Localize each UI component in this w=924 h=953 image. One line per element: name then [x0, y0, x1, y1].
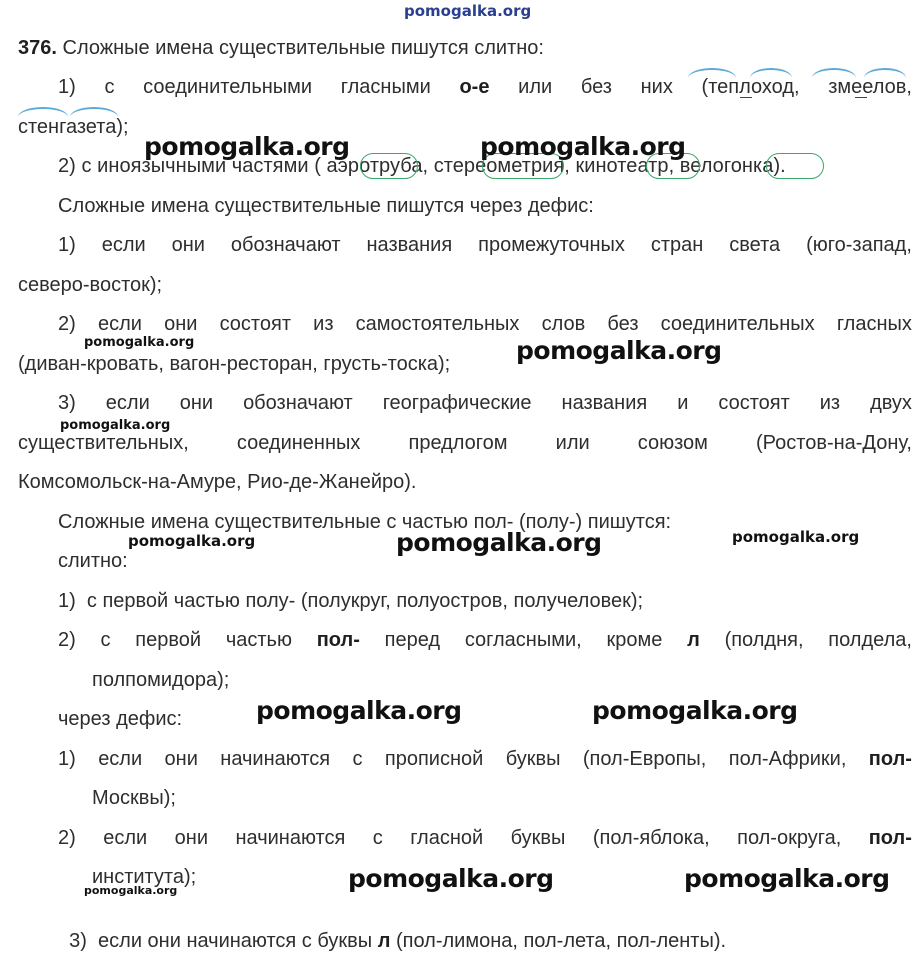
word: состоят [219, 313, 291, 335]
root-arc-mark [864, 68, 906, 78]
word: если [97, 313, 142, 335]
word: (юго-запад, [806, 234, 912, 256]
word: слов [541, 313, 586, 335]
word: географические [382, 392, 532, 414]
word: или [555, 432, 590, 454]
word: соединенных [236, 432, 361, 454]
word: 2) [58, 313, 76, 335]
rule-1-cont: стенгазета); [18, 116, 129, 138]
word: гласных [836, 313, 912, 335]
watermark: pomogalka.org [732, 528, 860, 546]
pol-hyphen-1-cont: Москвы); [92, 787, 176, 809]
word: 2) [58, 629, 76, 651]
word: соединительных [660, 313, 815, 335]
watermark: pomogalka.org [128, 532, 256, 550]
word: без [607, 313, 639, 335]
pol-solid-2 [58, 628, 912, 652]
word: пол- [868, 748, 912, 770]
pol-hyphen-3-text-c: (пол-лимона, пол-лета, пол-ленты). [390, 930, 727, 952]
word: соединительными [143, 76, 313, 98]
word: предлогом [408, 432, 508, 454]
hyphen-rule-2 [58, 312, 912, 336]
hyphen-rule-2-cont: (диван-кровать, вагон-ресторан, грусть-тоска); [18, 353, 451, 375]
word: состоят [718, 392, 790, 414]
hyphen-rule-1-cont: северо-восток); [18, 274, 163, 296]
word: пол- [316, 629, 360, 651]
word: прописной [384, 748, 484, 770]
word: обозначают [230, 234, 341, 256]
pol-hyphen-3 [58, 905, 726, 953]
word: 1) [58, 234, 76, 256]
word: (полдня, [724, 629, 804, 651]
pol-heading: Сложные имена существительные с частью пол- (полу-) пишутся: [58, 511, 672, 533]
word: 3) [58, 392, 76, 414]
word: они [171, 234, 205, 256]
word: гласной [410, 827, 484, 849]
pol-hyphen-3-text-a: 3) если они начинаются с буквы [69, 930, 378, 952]
word: если [101, 234, 146, 256]
watermark: pomogalka.org [480, 132, 686, 161]
word: 1) [58, 748, 76, 770]
word: самостоятельных [355, 313, 520, 335]
word: из [819, 392, 841, 414]
word: существительных, [18, 432, 189, 454]
word: света [729, 234, 781, 256]
watermark: pomogalka.org [60, 418, 171, 433]
watermark-top: pomogalka.org [404, 2, 532, 20]
word: если [105, 392, 150, 414]
word: они [174, 827, 209, 849]
word: они [164, 748, 198, 770]
word: начинаются [235, 827, 346, 849]
word: союзом [637, 432, 708, 454]
word: если [103, 827, 148, 849]
word: и [677, 392, 689, 414]
word: 2) [58, 827, 76, 849]
word: с [104, 76, 115, 98]
word: 1) [58, 76, 76, 98]
word: названия [366, 234, 453, 256]
word: пол-округа, [737, 827, 842, 849]
word: из [313, 313, 334, 335]
word: с [100, 629, 111, 651]
rule-1-line [58, 75, 912, 99]
watermark: pomogalka.org [516, 336, 722, 365]
watermark: pomogalka.org [592, 696, 798, 725]
hyphen-rule-3-cont [18, 431, 912, 455]
exercise-number: 376. [18, 37, 57, 59]
word: стран [650, 234, 704, 256]
word: частью [225, 629, 292, 651]
watermark: pomogalka.org [684, 864, 890, 893]
word: (Ростов-на-Дону, [756, 432, 912, 454]
pol-hyphen-2-cont: института); [92, 866, 197, 888]
word: перед [384, 629, 441, 651]
word: гласными [340, 76, 431, 98]
word: змеелов, [828, 76, 912, 98]
pol-solid-2-cont: полпомидора); [92, 669, 230, 691]
root-arc-mark [18, 107, 68, 117]
vowel-underline-mark [740, 97, 752, 98]
word: двух [870, 392, 912, 414]
word: буквы [510, 827, 566, 849]
hyphen-rule-3-cont2: Комсомольск-на-Амуре, Рио-де-Жанейро). [18, 471, 417, 493]
heading-text: Сложные имена существительные пишутся слитно: [56, 37, 544, 59]
pol-hyphen-label: через дефис: [58, 708, 183, 730]
watermark: pomogalka.org [256, 696, 462, 725]
pol-solid-1: 1) с первой частью полу- (полукруг, полуостров, получеловек); [58, 590, 644, 612]
root-arc-mark [688, 68, 736, 78]
word: начинаются [220, 748, 331, 770]
word: л [687, 629, 700, 651]
word: или [518, 76, 553, 98]
word: кроме [606, 629, 663, 651]
watermark: pomogalka.org [144, 132, 350, 161]
watermark: pomogalka.org [84, 335, 195, 350]
word: промежуточных [478, 234, 625, 256]
word: они [164, 313, 198, 335]
foreign-part-mark [360, 153, 418, 179]
word: согласными, [464, 629, 582, 651]
word: (пол-Европы, [582, 748, 707, 770]
word: с [372, 827, 383, 849]
word: пол- [868, 827, 912, 849]
watermark: pomogalka.org [348, 864, 554, 893]
word: без [580, 76, 612, 98]
pol-hyphen-1 [58, 747, 912, 771]
root-arc-mark [812, 68, 856, 78]
word: с [352, 748, 363, 770]
rule-heading [18, 36, 544, 60]
letter-l: л [377, 930, 391, 952]
vowel-underline-mark [855, 97, 867, 98]
word: они [179, 392, 214, 414]
hyphen-heading: Сложные имена существительные пишутся через дефис: [58, 195, 594, 217]
word: полдела, [828, 629, 912, 651]
hyphen-rule-1 [58, 233, 912, 257]
word: если [98, 748, 143, 770]
foreign-part-mark [766, 153, 824, 179]
root-arc-mark [750, 68, 792, 78]
root-arc-mark [70, 107, 118, 117]
word: обозначают [243, 392, 353, 414]
word: (теплоход, [701, 76, 800, 98]
hyphen-rule-3 [58, 391, 912, 415]
word: о-е [459, 76, 490, 98]
word: буквы [505, 748, 561, 770]
rule-2-line: 2) с иноязычными частями ( аэротруба, стереометрия, кинотеатр, велогонка). [58, 155, 786, 177]
pol-hyphen-2 [58, 826, 912, 850]
watermark: pomogalka.org [396, 528, 602, 557]
word: (пол-яблока, [592, 827, 710, 849]
watermark: pomogalka.org [84, 884, 178, 897]
word: них [640, 76, 673, 98]
word: первой [135, 629, 202, 651]
word: названия [561, 392, 648, 414]
pol-solid-label: слитно: [58, 550, 128, 572]
word: пол-Африки, [728, 748, 847, 770]
